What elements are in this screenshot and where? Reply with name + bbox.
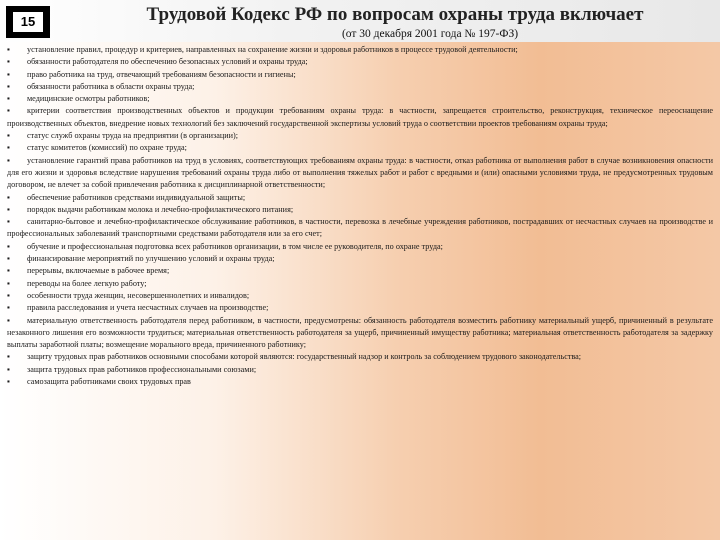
bullet-icon: ▪ (7, 57, 10, 67)
list-item (7, 142, 713, 154)
list-item (7, 241, 713, 253)
bullet-icon: ▪ (7, 315, 10, 325)
list-item (7, 376, 713, 388)
list-item (7, 155, 713, 192)
list-item (7, 302, 713, 314)
list-item-text: обязанности работодателя по обеспечению безопасных условий и охраны труда; (27, 57, 308, 67)
list-item (7, 216, 713, 241)
list-item (7, 364, 713, 376)
list-item-text: установление гарантий права работников на труд в условиях, соответствующих требованиям охраны труда: в частности, отказ работника от выполнения работ в случае возникновения опасности для его жизни и здоровья вследствие нарушения требований охраны труда либо от выполнения тяжелых работ и работ с вредными и (или) опасными условиями труда, не предусмотренных трудовым договором, не влечет за собой привлечения работника к дисциплинарной ответственности; (7, 155, 713, 190)
bullet-icon: ▪ (7, 278, 10, 288)
list-item-text: медицинские осмотры работников; (27, 94, 150, 104)
list-item (7, 351, 713, 363)
list-item-text: материальную ответственность работодателя перед работником, в частности, предусмотрены: обязанность работодателя возместить работнику материальный ущерб, причиненный в результате незаконного лишения его возможности трудиться; материальная ответственность работодателя за ущерб, причиненный имуществу работника; материальная ответственность работодателя за задержку выплаты заработной платы; возмещение морального вреда, причиненного работнику; (7, 315, 713, 350)
list-item-text: перерывы, включаемые в рабочее время; (27, 266, 170, 276)
bullet-icon: ▪ (7, 254, 10, 264)
bullet-icon: ▪ (7, 266, 10, 276)
list-item (7, 204, 713, 216)
bullet-icon: ▪ (7, 217, 10, 227)
bullet-icon: ▪ (7, 81, 10, 91)
list-item-text: особенности труда женщин, несовершеннолетних и инвалидов; (27, 290, 250, 300)
list-item-text: статус комитетов (комиссий) по охране труда; (27, 143, 187, 153)
list-item-text: статус служб охраны труда на предприятии (в организации); (27, 131, 239, 141)
list-item-text: порядок выдачи работникам молока и лечебно-профилактического питания; (27, 204, 294, 214)
list-item (7, 56, 713, 68)
list-item (7, 44, 713, 56)
list-item (7, 253, 713, 265)
list-item (7, 130, 713, 142)
list-item (7, 265, 713, 277)
bullet-icon: ▪ (7, 155, 10, 165)
list-item-text: обеспечение работников средствами индивидуальной защиты; (27, 192, 246, 202)
bullet-icon: ▪ (7, 377, 10, 387)
page-number: 15 (13, 12, 43, 32)
bullet-icon: ▪ (7, 192, 10, 202)
list-item (7, 69, 713, 81)
bullet-icon: ▪ (7, 69, 10, 79)
page-number-box (6, 6, 50, 38)
list-item (7, 192, 713, 204)
list-item-text: санитарно-бытовое и лечебно-профилактическое обслуживание работников, в частности, перевозка в лечебные учреждения работников, пострадавших от несчастных случаев на производстве и профессиональных заболеваний транспортными средствами работодателя или за его счет; (7, 217, 713, 239)
list-item-text: финансирование мероприятий по улучшению условий и охраны труда; (27, 254, 275, 264)
bullet-icon: ▪ (7, 94, 10, 104)
list-item-text: правила расследования и учета несчастных случаев на производстве; (27, 303, 269, 313)
list-item (7, 81, 713, 93)
list-item-text: самозащита работниками своих трудовых прав (27, 377, 191, 387)
bullet-list (7, 44, 713, 388)
list-item-text: установление правил, процедур и критериев, направленных на сохранение жизни и здоровья работников в процессе трудовой деятельности; (27, 45, 518, 54)
list-item-text: защиту трудовых прав работников основными способами которой являются: государственный надзор и контроль за соблюдением трудового законодательства; (27, 352, 582, 362)
list-item (7, 290, 713, 302)
list-item (7, 315, 713, 352)
bullet-icon: ▪ (7, 131, 10, 141)
list-item (7, 278, 713, 290)
list-item (7, 105, 713, 130)
bullet-icon: ▪ (7, 106, 10, 116)
bullet-icon: ▪ (7, 204, 10, 214)
page-subtitle: (от 30 декабря 2001 года № 197-ФЗ) (341, 28, 519, 40)
list-item-text: обучение и профессиональная подготовка всех работников организации, в том числе ее руководителя, по охране труда; (27, 241, 443, 251)
list-item-text: критерии соответствия производственных объектов и продукции требованиям охраны труда: в частности, запрещается строительство, реконструкция, техническое переоснащение производственных объектов, внедрение новых технологий без заключений государственной экспертизы условий труда о соответствии проектов требованиям охраны труда; (7, 106, 713, 128)
bullet-icon: ▪ (7, 241, 10, 251)
bullet-icon: ▪ (7, 352, 10, 362)
bullet-icon: ▪ (7, 290, 10, 300)
list-item-text: право работника на труд, отвечающий требованиям безопасности и гигиены; (27, 69, 296, 79)
list-item-text: переводы на более легкую работу; (27, 278, 147, 288)
list-item-text: обязанности работника в области охраны труда; (27, 81, 195, 91)
bullet-icon: ▪ (7, 143, 10, 153)
bullet-icon: ▪ (7, 303, 10, 313)
bullet-icon: ▪ (7, 364, 10, 374)
list-item (7, 93, 713, 105)
list-item-text: защита трудовых прав работников профессиональными союзами; (27, 364, 257, 374)
bullet-icon: ▪ (7, 45, 10, 54)
header (0, 0, 720, 42)
page-title: Трудовой Кодекс РФ по вопросам охраны труда включает (146, 4, 644, 25)
